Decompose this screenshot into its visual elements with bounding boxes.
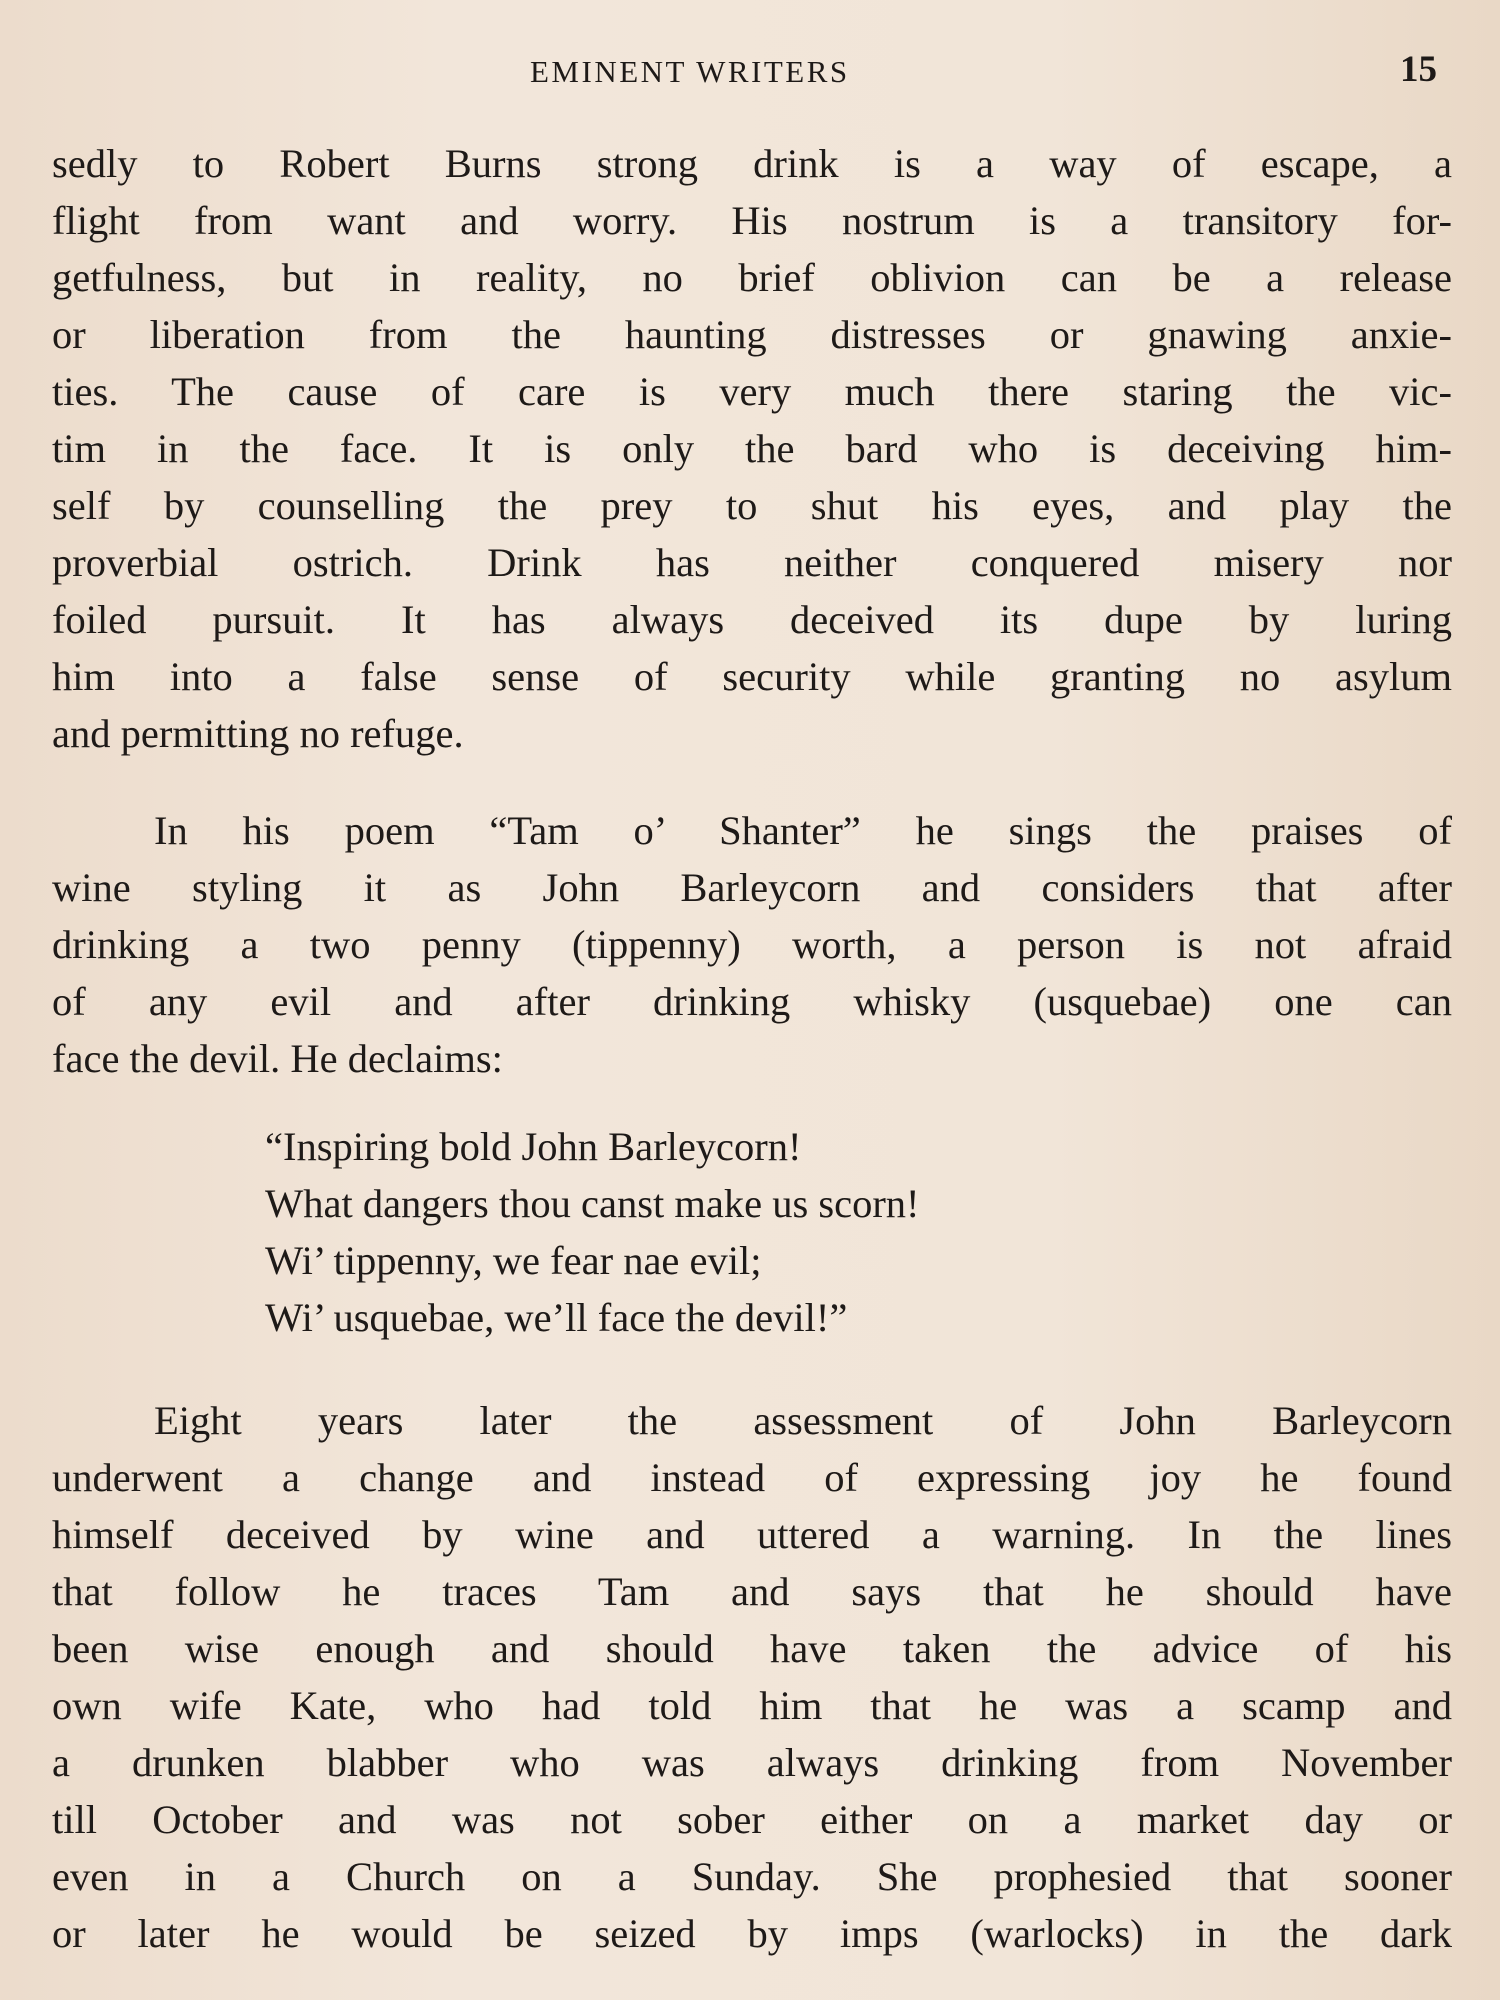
text-line: or liberation from the haunting distresses or gnawing anxie- — [52, 312, 1452, 357]
text-line: flight from want and worry. His nostrum is a transitory for- — [52, 198, 1452, 243]
paragraph-2 — [52, 802, 1452, 1087]
text-line: self by counselling the prey to shut his eyes, and play the — [52, 483, 1452, 528]
text-line: Eight years later the assessment of John Barleycorn — [154, 1398, 1452, 1443]
text-line: getfulness, but in reality, no brief oblivion can be a release — [52, 255, 1452, 300]
paragraph-3 — [52, 1392, 1452, 1962]
verse-line: “Inspiring bold John Barleycorn! — [265, 1124, 802, 1169]
text-line: that follow he traces Tam and says that he should have — [52, 1569, 1452, 1614]
verse-line: Wi’ tippenny, we fear nae evil; — [265, 1238, 762, 1283]
text-line: face the devil. He declaims: — [52, 1036, 503, 1081]
running-title: EMINENT WRITERS — [530, 54, 850, 89]
paragraph-1 — [52, 135, 1452, 762]
text-line: foiled pursuit. It has always deceived its dupe by luring — [52, 597, 1452, 642]
page-number: 15 — [1400, 49, 1437, 90]
text-line: underwent a change and instead of expressing joy he found — [52, 1455, 1452, 1500]
text-line: of any evil and after drinking whisky (usquebae) one can — [52, 979, 1452, 1024]
text-line: own wife Kate, who had told him that he was a scamp and — [52, 1683, 1452, 1728]
text-line: and permitting no refuge. — [52, 711, 464, 756]
text-line: tim in the face. It is only the bard who is deceiving him- — [52, 426, 1452, 471]
text-line: sedly to Robert Burns strong drink is a way of escape, a — [52, 141, 1452, 186]
text-line: even in a Church on a Sunday. She prophesied that sooner — [52, 1854, 1452, 1899]
text-line: himself deceived by wine and uttered a warning. In the lines — [52, 1512, 1452, 1557]
text-line: drinking a two penny (tippenny) worth, a person is not afraid — [52, 922, 1452, 967]
text-line: a drunken blabber who was always drinking from November — [52, 1740, 1452, 1785]
verse-line: What dangers thou canst make us scorn! — [265, 1181, 920, 1226]
verse-quotation — [265, 1118, 1265, 1346]
verse-line: Wi’ usquebae, we’ll face the devil!” — [265, 1295, 848, 1340]
text-line: ties. The cause of care is very much there staring the vic- — [52, 369, 1452, 414]
text-line: wine styling it as John Barleycorn and considers that after — [52, 865, 1452, 910]
text-line: been wise enough and should have taken the advice of his — [52, 1626, 1452, 1671]
running-header — [0, 48, 1500, 98]
text-line: In his poem “Tam o’ Shanter” he sings the praises of — [154, 808, 1452, 853]
text-line: him into a false sense of security while granting no asylum — [52, 654, 1452, 699]
text-line: or later he would be seized by imps (warlocks) in the dark — [52, 1911, 1452, 1956]
text-line: till October and was not sober either on a market day or — [52, 1797, 1452, 1842]
text-line: proverbial ostrich. Drink has neither conquered misery nor — [52, 540, 1452, 585]
